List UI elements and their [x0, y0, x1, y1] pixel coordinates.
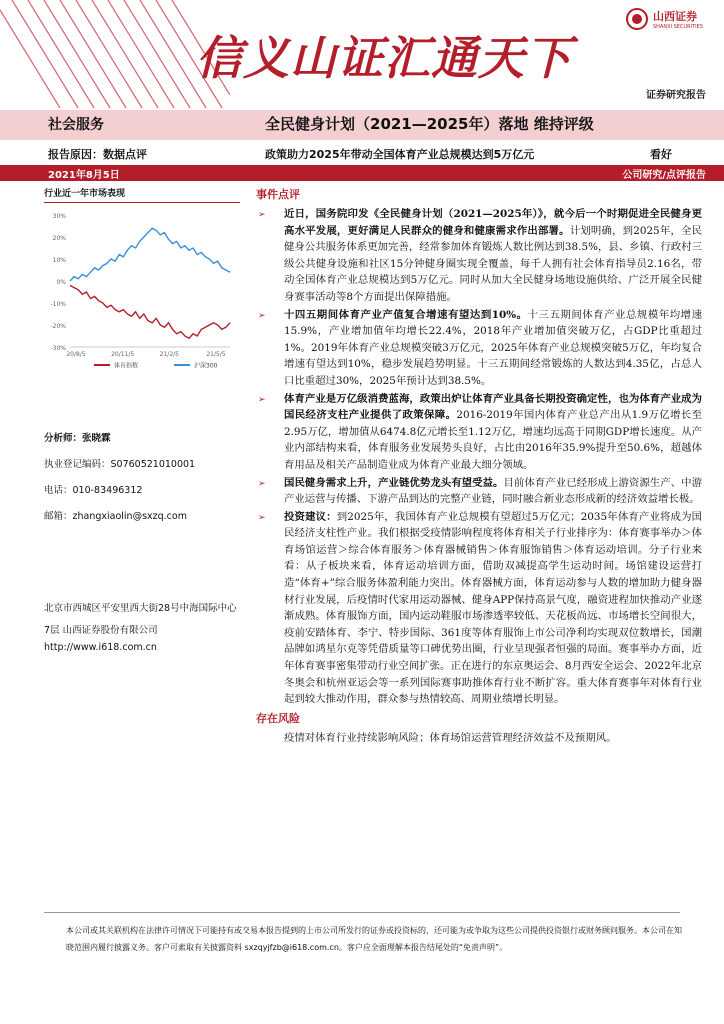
x-tick-label: 21/5/5 [206, 351, 226, 358]
x-tick-label: 20/11/5 [111, 351, 135, 358]
report-date: 2021年8月5日 [48, 170, 120, 181]
bullet-arrow-icon: ➢ [258, 310, 266, 321]
events-heading: 事件点评 [256, 188, 300, 201]
event-bullet [256, 475, 702, 508]
bullet-text: 计划明确，到2025年，全民健身公共服务体系更加完善，经常参加体育锻炼人数比例达到38.5%，县、乡镇、行政村三级公共健身设施和社区15分钟健身圈实现全覆盖，每千人拥有社会体育指导员2.16名，带动全国体育产业总规模达到5万亿元。同时从加大全民健身场地设施供给、广泛开展全民健身赛事活动等8个方面提出保障措施。 [284, 224, 703, 303]
bullet-arrow-icon: ➢ [258, 478, 266, 489]
header-slogan: 信义山证汇通天下 [196, 31, 572, 85]
analyst-info [44, 430, 244, 534]
analyst-email[interactable]: 邮箱：zhangxiaolin@sxzq.com [44, 511, 187, 522]
bullet-text: 十三五期间体育产业总规模年均增速15.9%，产业增加值年均增长22.4%，2018年产业增加值突破万亿，占GDP比重超过1%。2019年体育产业总规模突破3万亿元，2025年体育产业总规模突破5万亿，年均复合增速有望达到10%，稳步发展趋势明显。十三五期间经常锻炼的人数达到4.35亿，占总人口比重超过30%，2025年预计达到38.5%。 [284, 308, 702, 387]
bullet-text: 2016-2019年国内体育产业总产出从1.9万亿增长至2.95万亿，增加值从6474.8亿元增长至1.12万亿，增速均远高于同期GDP增长速度。从产业内部结构来看，体育服务业发展势头良好，占比由2016年35.9%提升至50.6%，超越体育用品及相关产品制造业成为体育产业最大细分领域。 [284, 409, 703, 471]
rating: 看好 [650, 148, 672, 161]
series-line-1 [70, 228, 230, 281]
page-title: 全民健身计划（2021—2025年）落地 维持评级 [265, 115, 594, 133]
report-type: 证券研究报告 [646, 90, 706, 101]
market-performance-chart [44, 207, 240, 377]
left-column [44, 186, 240, 381]
bullet-bold: 投资建议： [284, 510, 337, 523]
bullet-text: 到2025年，我国体育产业总规模有望超过5万亿元；2035年体育产业将成为国民经济支柱性产业。我们根据受疫情影响程度将体育相关子行业排序为：体育赛事举办＞体育场馆运营＞综合体育服务＞体育器械销售＞体育服饰销售＞体育运动培训。分子行业来看：从子板块来看，体育运动培训方面，借助双减提高学生运动时间。场馆建设运营打造“体育+”综合服务体盈利能力突出。体育器械方面，体育运动参与人数的增加助力健身器材行业发展，后疫情时代家用运动器械、健身APP保持高景气度，融资进程加快推动产业逐渐成熟。体育服饰方面，国内运动鞋服市场渗透率较低、天花板尚远、市场增长空间很大，疫前安踏体育、李宁、特步国际、361度等体育服饰上市公司净利均实现双位数增长，国潮品牌如鸿星尔克等凭借质量等口碑优势出圈，行业呈现强者恒强的局面。赛事举办方面，近年体育赛事密集带动行业空间扩张。正在进行的东京奥运会、8月西安全运会、2022年北京冬奥会和杭州亚运会等一系列国际赛事助推体育行业不断扩容。重大体育赛事年对体育行业起到较大推动作用，群众参与热情较高、周期业绩增长明显。 [284, 510, 702, 706]
bullet-arrow-icon: ➢ [258, 512, 266, 523]
footer-disclaimer: 本公司或其关联机构在法律许可情况下可能持有或交易本报告提到的上市公司所发行的证券或投资标的，还可能为或争取为这些公司提供投资银行或财务顾问服务。本公司在知晓范围内履行披露义务。客户可索取有关披露资料 sxzqyjfzb@i618.com.cn。客户应全面理解本报告结尾处的“免责声明”。 [66, 926, 682, 952]
event-bullet [256, 391, 702, 474]
legend-label: 沪深300 [194, 362, 218, 370]
bullet-text: 目前体育产业已经形成上游资源生产、中游产业运营与传播、下游产品到达的完整产业链，同时融合新业态形成新的经济效益增长极。 [284, 476, 703, 506]
bullet-arrow-icon: ➢ [258, 394, 266, 405]
risk-heading: 存在风险 [256, 711, 300, 725]
analyst-license: 执业登记编码：S0760521010001 [44, 459, 196, 470]
analyst-name: 分析师：张晓霖 [44, 433, 111, 444]
analyst-phone: 电话：010-83496312 [44, 485, 143, 496]
y-tick-label: 10% [52, 257, 66, 264]
bullet-bold: 十四五期间体育产业产值复合增速有望达到10%。 [284, 308, 528, 321]
y-tick-label: -20% [50, 323, 66, 330]
report-reason: 报告原因：数据点评 [48, 148, 147, 161]
y-tick-label: 20% [52, 235, 66, 242]
logo-en: SHANXI SECURITIES [653, 24, 703, 30]
y-tick-label: 0% [56, 279, 66, 286]
bullet-bold: 近日，国务院印发《全民健身计划（2021—2025年）》，就今后一个时期促进全民健身更高水平发展，更好满足人民群众的健身和健康需求作出部署。 [284, 208, 702, 237]
logo-cn: 山西证券 [653, 10, 697, 23]
bullet-bold: 体育产业是万亿级消费蓝海，政策出炉让体育产业具备长期投资确定性，也为体育产业成为国民经济支柱产业提供了政策保障。 [284, 392, 702, 422]
sector-label: 社会服务 [48, 117, 104, 133]
y-tick-label: -10% [50, 301, 66, 308]
x-tick-label: 20/8/5 [66, 351, 86, 358]
report-kind: 公司研究/点评报告 [622, 170, 706, 181]
chart-title: 行业近一年市场表现 [44, 186, 240, 203]
event-bullet [256, 509, 702, 708]
bullet-arrow-icon: ➢ [258, 210, 266, 220]
y-tick-label: -30% [50, 345, 66, 352]
brand-logo [626, 8, 703, 30]
x-tick-label: 21/2/5 [159, 351, 179, 358]
series-line-0 [70, 285, 230, 338]
bullet-bold: 国民健身需求上升，产业链优势龙头有望受益。 [284, 476, 504, 489]
event-bullet [256, 307, 702, 390]
risk-text: 疫情对体育行业持续影响风险；体育场馆运营管理经济效益不及预期风。 [284, 731, 617, 744]
company-address: 北京市西城区平安里西大街28号中海国际中心7层 山西证券股份有限公司 [44, 603, 237, 636]
main-content [256, 186, 702, 746]
event-bullet [256, 206, 702, 306]
logo-icon [626, 8, 648, 30]
page-subtitle: 政策助力2025年带动全国体育产业总规模达到5万亿元 [265, 148, 535, 161]
legend-label: 体育指数 [114, 362, 139, 370]
y-tick-label: 30% [52, 213, 66, 220]
header-band [0, 0, 724, 108]
footer-divider [44, 912, 680, 913]
company-website[interactable]: http://www.i618.com.cn [44, 642, 157, 653]
